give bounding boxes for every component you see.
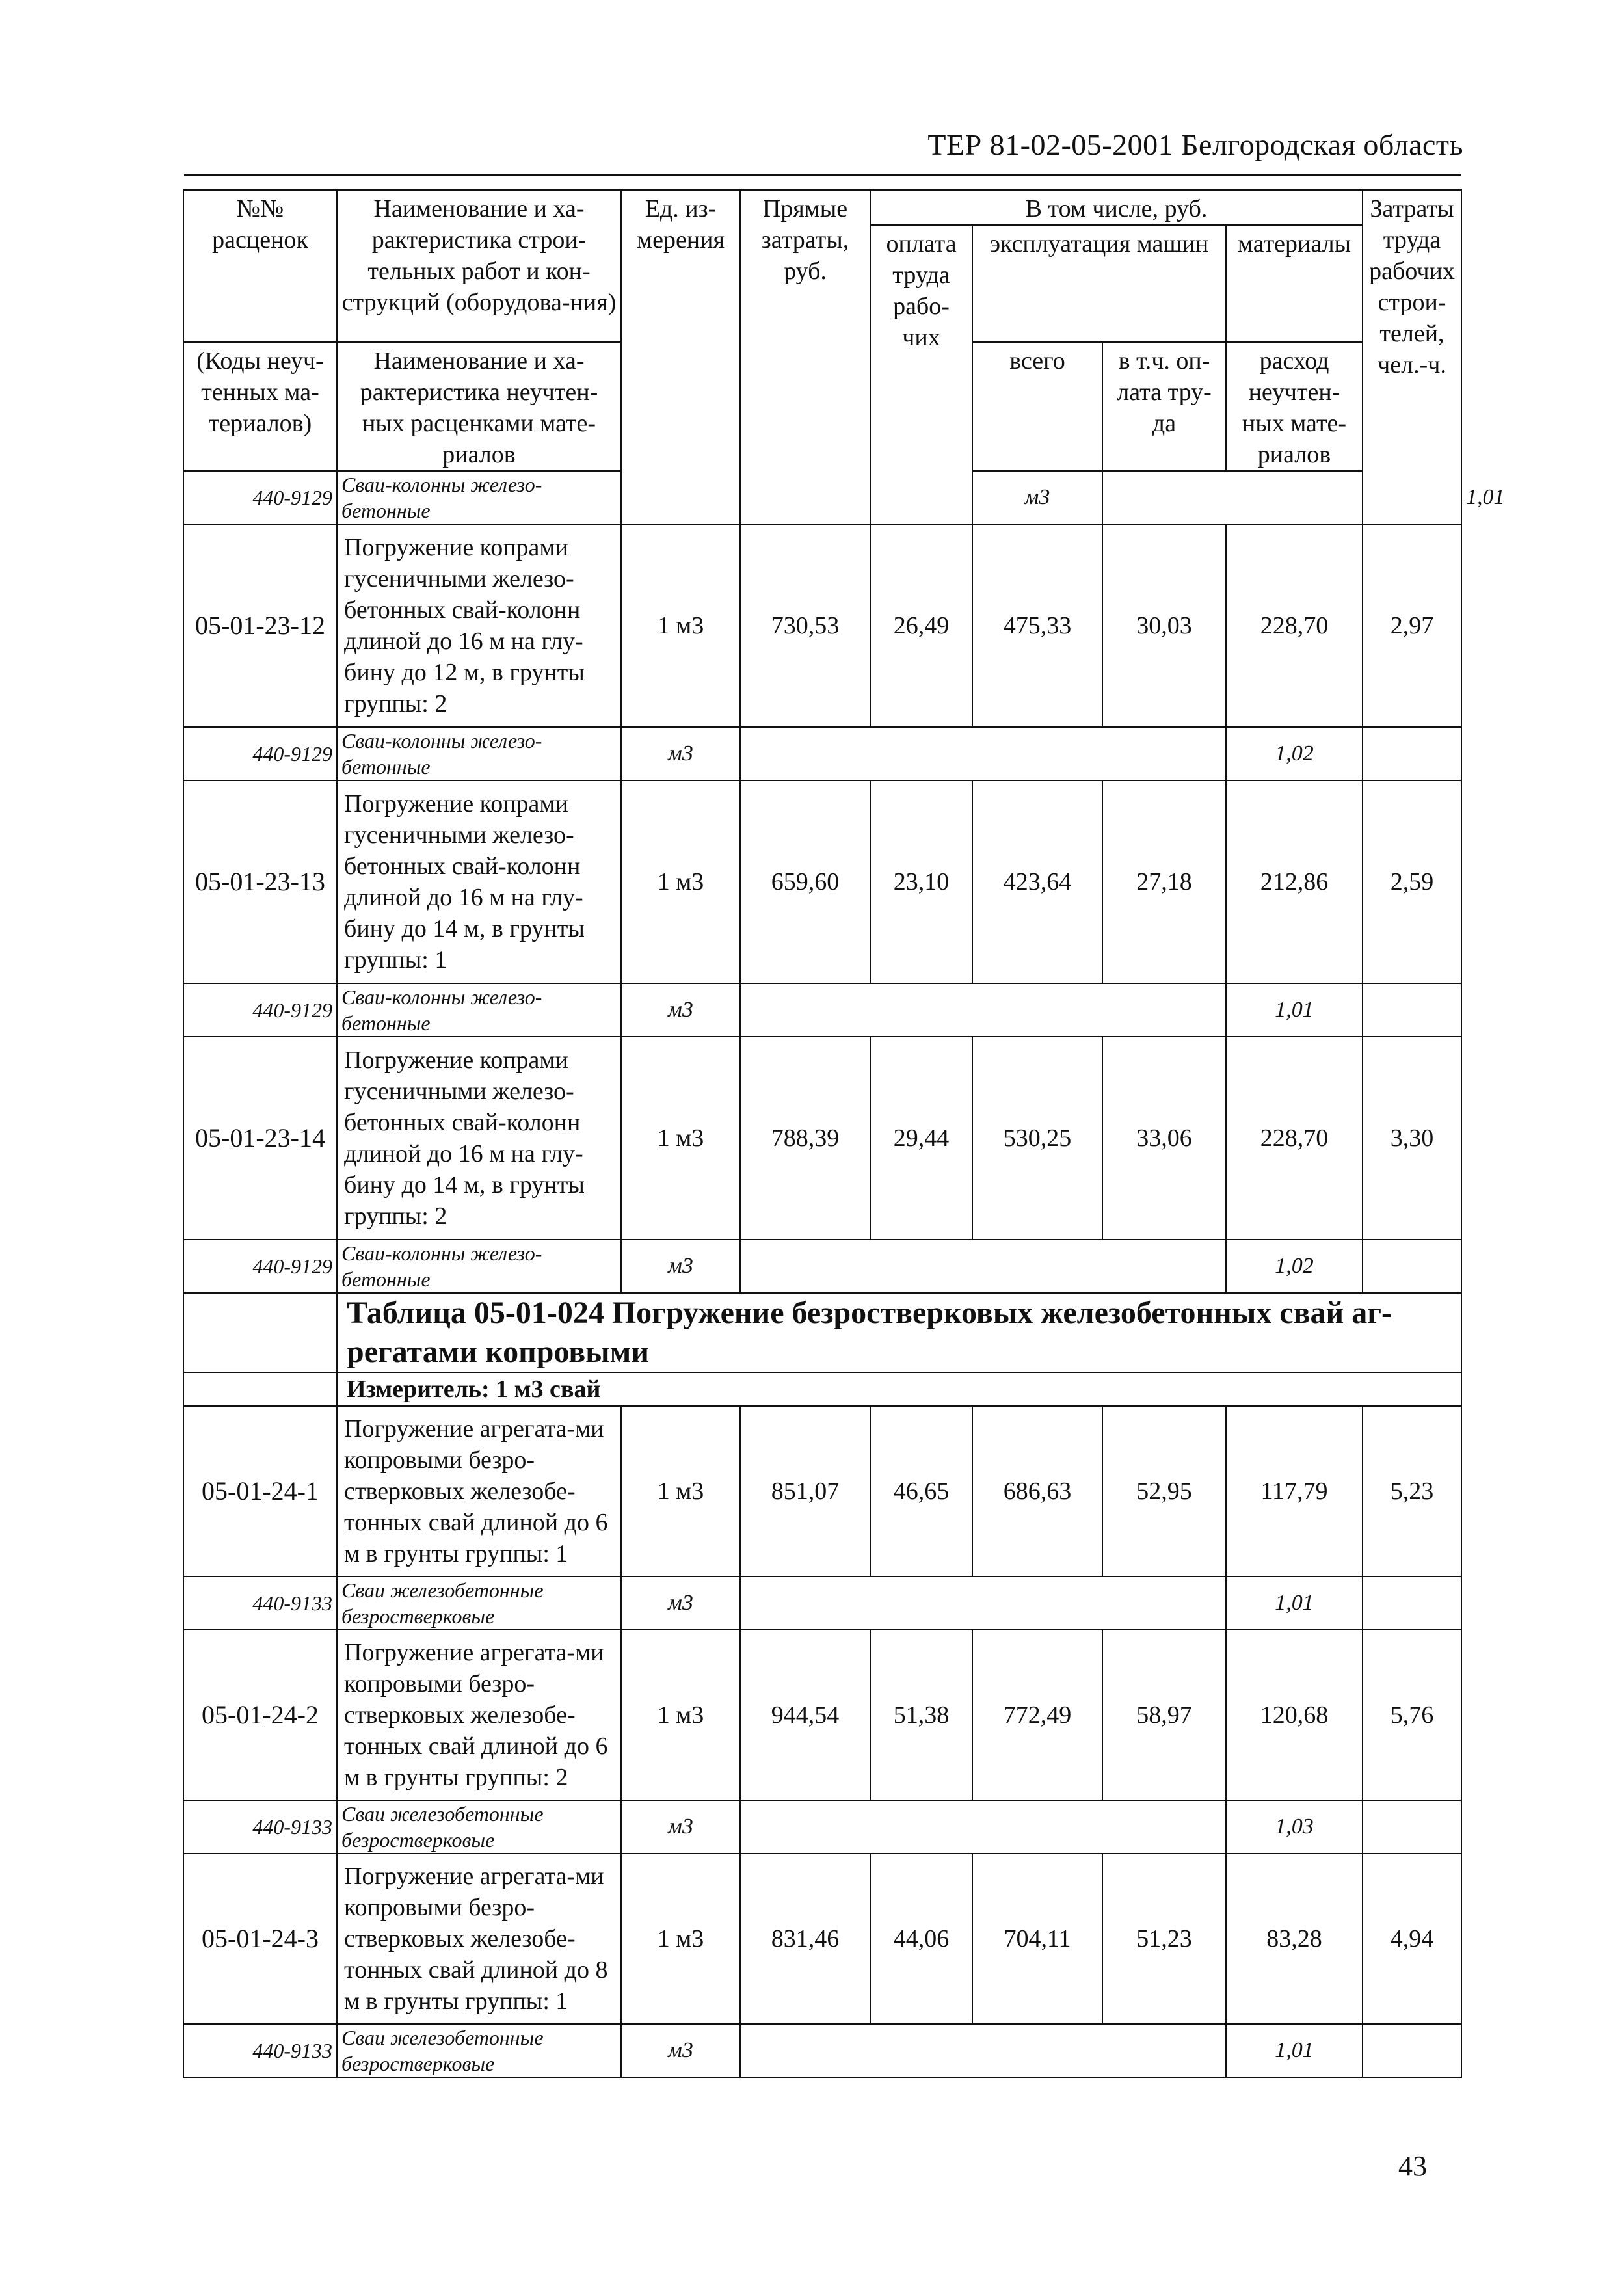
measure-unit: Измеритель: 1 м3 свай: [337, 1372, 1461, 1406]
material-unit: м3: [621, 2024, 740, 2077]
material-code: 440-9129: [183, 471, 337, 524]
material-blank-end: [1363, 983, 1461, 1037]
material-row: 440-9129 Сваи-колонны железо-бетонные м3 1,01: [183, 471, 1461, 524]
material-unit: м3: [621, 983, 740, 1037]
materials-cost: 228,70: [1226, 1037, 1363, 1240]
document-header: ТЕР 81-02-05-2001 Белгородская область: [927, 128, 1463, 161]
material-row: [183, 1240, 1461, 1293]
rate-code: 05-01-23-12: [183, 524, 337, 727]
material-name: Сваи железобетонные безростверковые: [337, 1800, 621, 1854]
material-unit: м3: [621, 727, 740, 780]
direct-cost: 851,07: [740, 1406, 870, 1576]
page-number: 43: [1398, 2150, 1427, 2182]
rate-code: 05-01-24-3: [183, 1854, 337, 2024]
material-quantity: 1,03: [1226, 1800, 1363, 1854]
material-name: Сваи железобетонные безростверковые: [337, 1576, 621, 1630]
material-code: 440-9133: [183, 1800, 337, 1854]
header-unit: Ед. из-мерения: [621, 190, 740, 524]
labor-hours: 2,97: [1363, 524, 1461, 727]
materials-cost: 212,86: [1226, 780, 1363, 983]
table-title: Таблица 05-01-024 Погружение безростверковых железобетонных свай аг-регатами копровыми: [337, 1293, 1461, 1372]
machines-labor: 33,06: [1102, 1037, 1226, 1240]
material-code: 440-9133: [183, 1576, 337, 1630]
labor-hours: 5,23: [1363, 1406, 1461, 1576]
header-rule: [184, 174, 1461, 176]
machines-labor: 52,95: [1102, 1406, 1226, 1576]
direct-cost: 831,46: [740, 1854, 870, 2024]
material-blank-end: [1363, 1800, 1461, 1854]
machines-labor: 27,18: [1102, 780, 1226, 983]
rate-unit: 1 м3: [621, 524, 740, 727]
rate-row: [183, 1406, 1461, 1576]
materials-cost: 120,68: [1226, 1630, 1363, 1800]
machines-total: 530,25: [972, 1037, 1102, 1240]
direct-cost: 944,54: [740, 1630, 870, 1800]
rate-unit: 1 м3: [621, 1630, 740, 1800]
rate-row: [183, 1630, 1461, 1800]
rate-row: [183, 1854, 1461, 2024]
rate-code: 05-01-24-2: [183, 1630, 337, 1800]
material-blank: [740, 1240, 1226, 1293]
header-materials: материалы: [1226, 225, 1363, 342]
direct-cost: 659,60: [740, 780, 870, 983]
header-machines-total: всего: [972, 342, 1102, 471]
material-code: 440-9133: [183, 2024, 337, 2077]
labor-pay: 23,10: [870, 780, 972, 983]
header-material-codes: (Коды неуч-тенных ма-териалов): [183, 342, 337, 471]
machines-total: 772,49: [972, 1630, 1102, 1800]
rate-description: Погружение агрегата-ми копровыми безро-стверковых железобе-тонных свай длиной до 6 м в грунты группы: 2: [337, 1630, 621, 1800]
rate-unit: 1 м3: [621, 780, 740, 983]
materials-cost: 228,70: [1226, 524, 1363, 727]
machines-labor: 51,23: [1102, 1854, 1226, 2024]
rate-row: [183, 524, 1461, 727]
rate-description: Погружение агрегата-ми копровыми безро-стверковых железобе-тонных свай длиной до 6 м в грунты группы: 1: [337, 1406, 621, 1576]
labor-pay: 46,65: [870, 1406, 972, 1576]
rate-description: Погружение копрами гусеничными железо-бетонных свай-колонн длиной до 16 м на глу-бину до 12 м, в грунты группы: 2: [337, 524, 621, 727]
material-blank: [740, 983, 1226, 1037]
material-row: [183, 983, 1461, 1037]
header-machines: эксплуатация машин: [972, 225, 1226, 342]
material-row: [183, 2024, 1461, 2077]
material-blank: [740, 727, 1226, 780]
rate-unit: 1 м3: [621, 1406, 740, 1576]
header-material-usage: расход неучтен-ных мате-риалов: [1226, 342, 1363, 471]
header-including: В том числе, руб.: [870, 190, 1363, 225]
labor-pay: 29,44: [870, 1037, 972, 1240]
header-name: Наименование и ха-рактеристика строи-тельных работ и кон-струкций (оборудова-ния): [337, 190, 621, 342]
direct-cost: 730,53: [740, 524, 870, 727]
labor-hours: 5,76: [1363, 1630, 1461, 1800]
machines-total: 704,11: [972, 1854, 1102, 2024]
material-quantity: 1,02: [1226, 1240, 1363, 1293]
material-unit: м3: [621, 1800, 740, 1854]
header-labor-hours: Затраты труда рабочих строи-телей, чел.-ч.: [1363, 190, 1461, 524]
material-name: Сваи железобетонные безростверковые: [337, 2024, 621, 2077]
material-blank-end: [1363, 2024, 1461, 2077]
material-name: Сваи-колонны железо-бетонные: [337, 1240, 621, 1293]
material-blank: [1102, 471, 1461, 524]
material-row: [183, 1576, 1461, 1630]
rate-code: 05-01-23-14: [183, 1037, 337, 1240]
material-name: Сваи-колонны железо-бетонные: [337, 983, 621, 1037]
material-blank: [740, 2024, 1226, 2077]
header-row-1: [183, 190, 1461, 225]
material-blank: [740, 1576, 1226, 1630]
material-code: 440-9129: [183, 983, 337, 1037]
material-unit: м3: [621, 1240, 740, 1293]
rate-unit: 1 м3: [621, 1854, 740, 2024]
material-blank-end: [1363, 1240, 1461, 1293]
rate-row: [183, 780, 1461, 983]
table-title-row: [183, 1293, 1461, 1372]
materials-cost: 117,79: [1226, 1406, 1363, 1576]
material-name: Сваи-колонны железо-бетонные: [337, 471, 621, 524]
material-quantity: 1,01: [1226, 2024, 1363, 2077]
material-quantity: 1,01: [1226, 1576, 1363, 1630]
rate-unit: 1 м3: [621, 1037, 740, 1240]
material-quantity: 1,01: [1226, 983, 1363, 1037]
labor-pay: 51,38: [870, 1630, 972, 1800]
header-labor-pay: оплата труда рабо-чих: [870, 225, 972, 524]
labor-hours: 4,94: [1363, 1854, 1461, 2024]
price-table: [183, 189, 1505, 2078]
measure-blank: [183, 1372, 337, 1406]
direct-cost: 788,39: [740, 1037, 870, 1240]
material-code: 440-9129: [183, 1240, 337, 1293]
machines-labor: 30,03: [1102, 524, 1226, 727]
material-blank-end: [1363, 1576, 1461, 1630]
rate-description: Погружение агрегата-ми копровыми безро-стверковых железобе-тонных свай длиной до 8 м в грунты группы: 1: [337, 1854, 621, 2024]
machines-total: 475,33: [972, 524, 1102, 727]
rate-row: [183, 1037, 1461, 1240]
material-code: 440-9129: [183, 727, 337, 780]
machines-total: 423,64: [972, 780, 1102, 983]
material-blank-end: [1363, 727, 1461, 780]
material-unit: м3: [972, 471, 1102, 524]
material-name: Сваи-колонны железо-бетонные: [337, 727, 621, 780]
labor-hours: 2,59: [1363, 780, 1461, 983]
rate-code: 05-01-24-1: [183, 1406, 337, 1576]
materials-cost: 83,28: [1226, 1854, 1363, 2024]
rate-description: Погружение копрами гусеничными железо-бетонных свай-колонн длиной до 16 м на глу-бину до 14 м, в грунты группы: 1: [337, 780, 621, 983]
header-machines-labor: в т.ч. оп-лата тру-да: [1102, 342, 1226, 471]
measure-row: [183, 1372, 1461, 1406]
material-quantity: 1,02: [1226, 727, 1363, 780]
material-row: [183, 727, 1461, 780]
labor-pay: 26,49: [870, 524, 972, 727]
material-unit: м3: [621, 1576, 740, 1630]
title-blank: [183, 1293, 337, 1372]
labor-hours: 3,30: [1363, 1037, 1461, 1240]
machines-total: 686,63: [972, 1406, 1102, 1576]
header-code: №№ расценок: [183, 190, 337, 342]
labor-pay: 44,06: [870, 1854, 972, 2024]
material-row: [183, 1800, 1461, 1854]
header-material-names: Наименование и ха-рактеристика неучтен-ных расценками мате-риалов: [337, 342, 621, 471]
material-blank: [740, 1800, 1226, 1854]
rate-description: Погружение копрами гусеничными железо-бетонных свай-колонн длиной до 16 м на глу-бину до 14 м, в грунты группы: 2: [337, 1037, 621, 1240]
header-direct-cost: Прямые затраты, руб.: [740, 190, 870, 524]
machines-labor: 58,97: [1102, 1630, 1226, 1800]
rate-code: 05-01-23-13: [183, 780, 337, 983]
